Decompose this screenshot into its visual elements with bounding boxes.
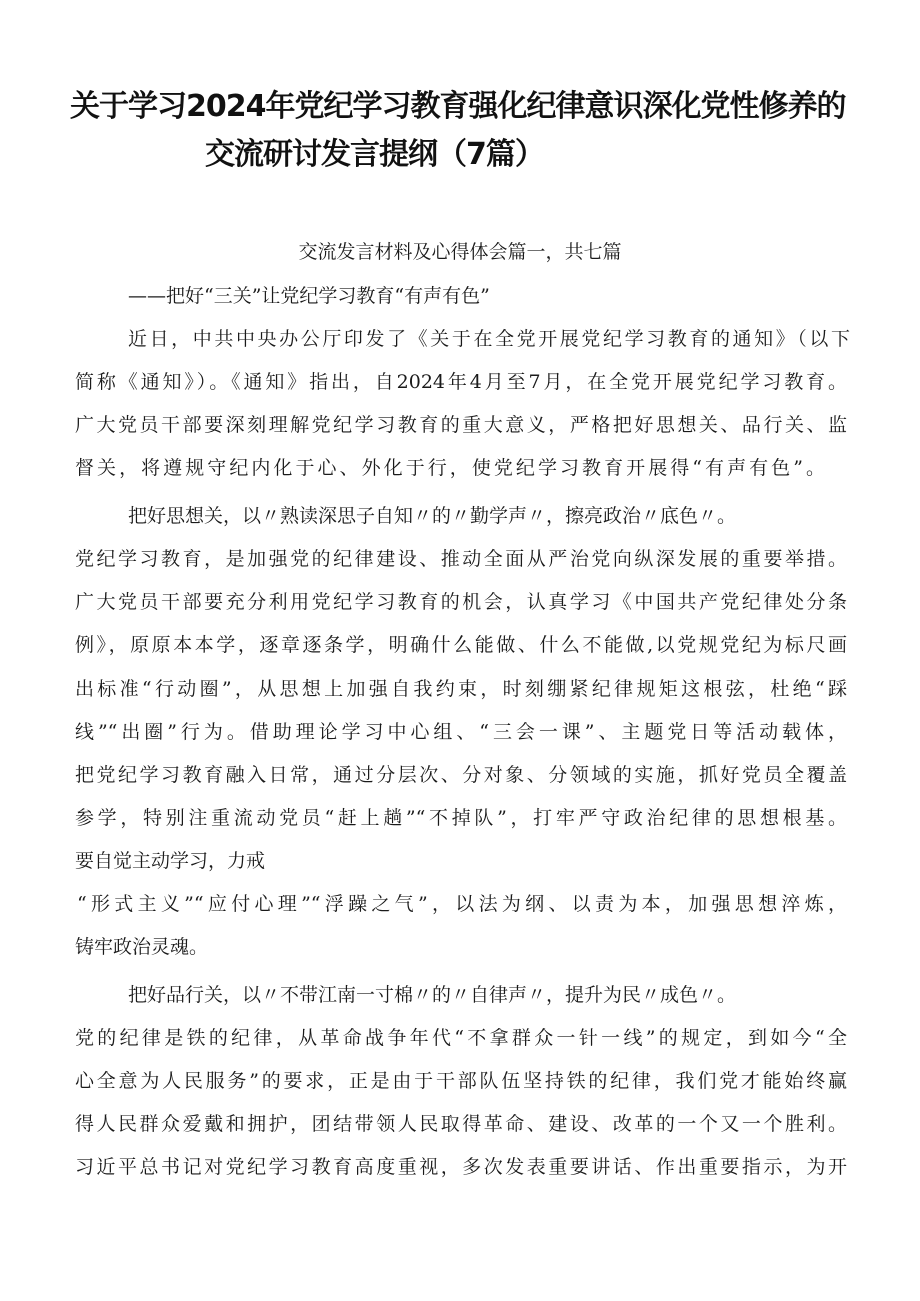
paragraph-line: “形式主义”“应付心理”“浮躁之气”，以法为纲、以责为本，加强思想淬炼， — [77, 893, 847, 915]
paragraph-line: 党的纪律是铁的纪律，从革命战争年代“不拿群众一针一线”的规定，到如今“全 — [75, 1027, 847, 1049]
document-title-line-2: 交流研讨发言提纲（7篇） — [205, 137, 544, 172]
section-heading: 交流发言材料及心得体会篇一，共七篇 — [298, 241, 622, 263]
paragraph-line: 把好思想关，以〃熟读深思子自知〃的〃勤学声〃，擦亮政治〃底色〃。 — [128, 505, 737, 527]
paragraph-line: 广大党员干部要深刻理解党纪学习教育的重大意义，严格把好思想关、品行关、监 — [75, 414, 847, 436]
paragraph-line: 例》，原原本本学，逐章逐条学，明确什么能做、什么不能做,以党规党纪为标尺画 — [75, 634, 847, 656]
paragraph-line: 督关，将遵规守纪内化于心、外化于行，使党纪学习教育开展得“有声有色”。 — [75, 457, 825, 479]
paragraph-line: 习近平总书记对党纪学习教育高度重视，多次发表重要讲话、作出重要指示，为开 — [75, 1156, 847, 1178]
paragraph-line: 线”“出圈”行为。借助理论学习中心组、“三会一课”、主题党日等活动载体， — [75, 721, 847, 743]
paragraph-line: 把好品行关，以〃不带江南一寸棉〃的〃自律声〃，提升为民〃成色〃。 — [128, 984, 737, 1006]
paragraph-line: 广大党员干部要充分利用党纪学习教育的机会，认真学习《中国共产党纪律处分条 — [75, 591, 847, 613]
document-title-line-1: 关于学习2024年党纪学习教育强化纪律意识深化党性修养的 — [70, 89, 846, 124]
paragraph-line: 得人民群众爱戴和拥护，团结带领人民取得革命、建设、改革的一个又一个胜利。 — [75, 1113, 847, 1135]
paragraph-line: 把党纪学习教育融入日常，通过分层次、分对象、分领域的实施，抓好党员全覆盖 — [75, 764, 847, 786]
paragraph-line: 简称《通知》）。《通知》指出，自2024年4月至7月，在全党开展党纪学习教育。 — [75, 371, 847, 393]
paragraph-line: 参学，特别注重流动党员“赶上趟”“不掉队”，打牢严守政治纪律的思想根基。 — [75, 807, 847, 829]
paragraph-line: 要自觉主动学习，力戒 — [75, 850, 266, 872]
paragraph-line: 近日，中共中央办公厅印发了《关于在全党开展党纪学习教育的通知》（以下 — [128, 328, 850, 350]
paragraph-line: 铸牢政治灵魂。 — [75, 936, 209, 958]
paragraph-line: 党纪学习教育，是加强党的纪律建设、推动全面从严治党向纵深发展的重要举措。 — [75, 548, 847, 570]
section-subheading: ——把好“三关”让党纪学习教育“有声有色” — [128, 285, 490, 307]
paragraph-line: 出标准“行动圈”，从思想上加强自我约束，时刻绷紧纪律规矩这根弦，杜绝“踩 — [75, 678, 847, 700]
paragraph-line: 心全意为人民服务”的要求，正是由于干部队伍坚持铁的纪律，我们党才能始终赢 — [75, 1070, 847, 1092]
